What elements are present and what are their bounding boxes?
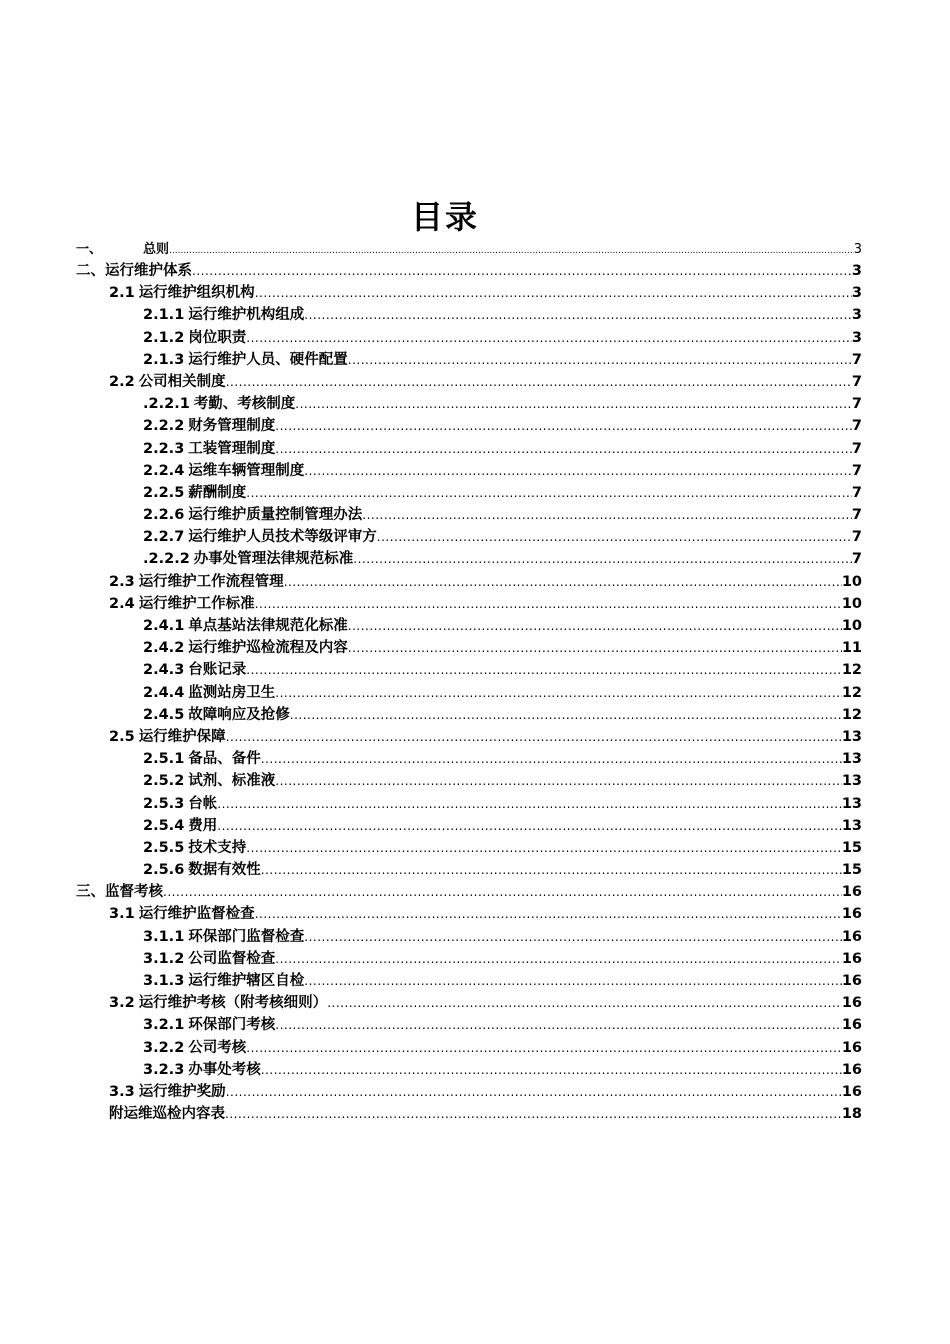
toc-entry-number: 3.1.3: [143, 973, 185, 989]
toc-entry-number: 2.5: [109, 728, 135, 745]
toc-entry-number: 3.3: [109, 1083, 135, 1100]
toc-entry[interactable]: [76, 1103, 862, 1125]
toc-dot-leader: [192, 260, 852, 282]
toc-entry[interactable]: [76, 571, 862, 593]
toc-entry-page-number: 16: [841, 928, 862, 945]
toc-entry[interactable]: [76, 526, 862, 548]
toc-entry-page-number: 16: [841, 973, 862, 989]
toc-entry-page-number: 7: [851, 462, 862, 479]
toc-entry[interactable]: [76, 482, 862, 504]
toc-entry-number: 3.2.3: [143, 1061, 185, 1078]
toc-entry[interactable]: [76, 881, 862, 903]
toc-entry[interactable]: [76, 970, 862, 992]
toc-entry-number: 2.4.2: [143, 640, 185, 657]
toc-entry-title: 附运维巡检内容表: [109, 1106, 225, 1123]
toc-entry-page-number: 10: [841, 618, 862, 634]
toc-entry-page-number: 15: [841, 862, 862, 879]
toc-dot-leader: [217, 793, 842, 815]
toc-dot-leader: [246, 482, 852, 504]
toc-entry-page-number: 7: [851, 373, 862, 390]
toc-entry-page-number: 7: [851, 396, 862, 413]
toc-entry-page-number: 7: [851, 484, 862, 501]
toc-entry[interactable]: [76, 282, 862, 304]
toc-entry-number: 2.4.4: [143, 684, 185, 701]
toc-entry-page-number: 16: [841, 995, 862, 1012]
toc-dot-leader: [290, 704, 842, 726]
toc-entry-page-number: 7: [851, 440, 862, 457]
toc-entry-title: 工装管理制度: [188, 440, 276, 457]
toc-dot-leader: [284, 571, 842, 593]
toc-entry-page-number: 13: [841, 795, 862, 812]
toc-entry[interactable]: [76, 260, 862, 282]
toc-entry[interactable]: [76, 349, 862, 371]
toc-entry-title: 总则: [143, 242, 170, 257]
toc-entry-number: 3.2.1: [143, 1017, 185, 1034]
toc-entry-title: 监测站房卫生: [188, 684, 276, 701]
toc-entry-page-number: 15: [841, 839, 862, 856]
toc-entry-number: 2.5.1: [143, 751, 185, 768]
toc-entry-number: 2.2.7: [143, 529, 185, 546]
toc-entry[interactable]: [76, 659, 862, 681]
toc-entry-number: 2.2.3: [143, 440, 185, 457]
toc-entry-title: 运行维护组织机构: [138, 285, 255, 302]
toc-entry-title: 试剂、标准液: [188, 773, 276, 790]
toc-dot-leader: [225, 1103, 842, 1125]
toc-entry-page-number: 10: [841, 573, 862, 590]
toc-entry-number: 2.5.2: [143, 773, 185, 790]
toc-dot-leader: [246, 659, 842, 681]
toc-dot-leader: [226, 726, 842, 748]
toc-dot-leader: [246, 837, 842, 859]
toc-dot-leader: [261, 748, 842, 770]
toc-dot-leader: [246, 327, 852, 349]
toc-entry-number: .2.2.1: [143, 396, 190, 413]
toc-entry[interactable]: [76, 504, 862, 526]
toc-entry-title: 运行维护工作标准: [138, 595, 255, 612]
toc-entry-number: 2.5.6: [143, 862, 185, 879]
toc-entry[interactable]: [76, 393, 862, 415]
toc-dot-leader: [255, 593, 842, 615]
toc-entry-title: 监督考核: [105, 884, 163, 901]
toc-entry[interactable]: [76, 992, 862, 1014]
toc-dot-leader: [362, 504, 852, 526]
toc-entry-number: 2.1.2: [143, 329, 185, 346]
toc-entry-number: 2.2.6: [143, 507, 185, 524]
toc-entry-page-number: 16: [841, 1017, 862, 1034]
toc-entry-number: 一、: [76, 242, 103, 257]
toc-entry-title: 台账记录: [188, 662, 247, 679]
toc-entry-number: 2.1.3: [143, 351, 185, 368]
toc-dot-leader: [275, 948, 842, 970]
toc-dot-leader: [255, 903, 842, 925]
toc-entry-title: 运行维护体系: [105, 263, 192, 279]
toc-entry-title: 运行维护监督检查: [138, 906, 255, 923]
toc-entry-number: 二、: [76, 263, 105, 279]
toc-entry-number: 2.1: [109, 285, 135, 302]
toc-entry[interactable]: [76, 859, 862, 881]
toc-dot-leader: [275, 415, 852, 437]
toc-entry[interactable]: [76, 837, 862, 859]
toc-entry-page-number: 7: [851, 507, 862, 524]
toc-dot-leader: [327, 992, 842, 1014]
toc-entry-number: 2.5.5: [143, 839, 185, 856]
toc-entry-title: 办事处考核: [188, 1061, 261, 1078]
toc-entry-title: 运行维护机构组成: [188, 307, 305, 324]
toc-entry[interactable]: [76, 815, 862, 837]
toc-entry-title: 薪酬制度: [188, 484, 247, 501]
toc-entry-page-number: 11: [841, 640, 862, 657]
toc-entry-title: 运行维护保障: [138, 728, 226, 745]
toc-dot-leader: [169, 241, 854, 260]
toc-entry-title: 运行维护巡检流程及内容: [188, 640, 348, 657]
toc-dot-leader: [275, 682, 842, 704]
toc-entry-title: 办事处管理法律规范标准: [193, 551, 354, 568]
toc-entry-number: 2.3: [109, 573, 135, 590]
toc-entry-page-number: 3: [853, 242, 862, 257]
toc-entry-page-number: 13: [841, 773, 862, 790]
toc-entry-page-number: 12: [841, 706, 862, 723]
toc-entry-page-number: 12: [841, 684, 862, 701]
toc-entry-title: 费用: [188, 817, 218, 834]
toc-entry-page-number: 10: [841, 595, 862, 612]
toc-entry-page-number: 16: [841, 1039, 862, 1056]
toc-entry-number: 2.2.5: [143, 484, 185, 501]
toc-entry-page-number: 7: [851, 351, 862, 368]
toc-entry[interactable]: [76, 682, 862, 704]
toc-dot-leader: [261, 1059, 842, 1081]
toc-entry-page-number: 13: [841, 751, 862, 768]
toc-entry[interactable]: [76, 704, 862, 726]
toc-entry-title: 备品、备件: [188, 751, 261, 768]
toc-entry[interactable]: [76, 793, 862, 815]
toc-entry[interactable]: [76, 1014, 862, 1036]
toc-entry-number: 2.2.2: [143, 418, 185, 435]
toc-entry-title: 运维车辆管理制度: [188, 462, 305, 479]
toc-dot-leader: [348, 615, 842, 637]
toc-entry[interactable]: [76, 637, 862, 659]
toc-dot-leader: [163, 881, 842, 903]
toc-entry-title: 故障响应及抢修: [188, 706, 290, 723]
toc-entry[interactable]: [76, 593, 862, 615]
toc-entry-page-number: 13: [841, 728, 862, 745]
toc-dot-leader: [261, 859, 842, 881]
toc-entry[interactable]: [76, 304, 862, 326]
toc-entry-title: 运行维护奖励: [138, 1083, 226, 1100]
toc-entry-page-number: 7: [851, 529, 862, 546]
toc-dot-leader: [348, 637, 842, 659]
toc-entry-number: 2.4.1: [143, 618, 185, 634]
toc-entry-title: 运行维护人员、硬件配置: [188, 351, 348, 368]
toc-dot-leader: [275, 1014, 842, 1036]
toc-entry-number: 3.2.2: [143, 1039, 185, 1056]
toc-entry-page-number: 3: [851, 285, 862, 302]
toc-dot-leader: [255, 282, 852, 304]
toc-entry-title: 考勤、考核制度: [193, 396, 296, 413]
toc-dot-leader: [304, 926, 842, 948]
toc-entry-title: 运行维护工作流程管理: [138, 573, 284, 590]
toc-dot-leader: [246, 1037, 842, 1059]
page-title: 目录: [410, 198, 479, 236]
toc-dot-leader: [304, 304, 852, 326]
table-of-contents: [76, 240, 862, 1125]
toc-entry-page-number: 3: [851, 307, 862, 324]
toc-entry-title: 公司相关制度: [138, 373, 226, 390]
toc-entry-number: 3.1.1: [143, 928, 185, 945]
toc-entry[interactable]: [76, 615, 862, 637]
toc-dot-leader: [217, 815, 842, 837]
toc-entry-title: 运行维护人员技术等级评审方: [188, 529, 377, 546]
toc-dot-leader: [304, 970, 842, 992]
toc-entry-title: 运行维护质量控制管理办法: [188, 507, 363, 524]
toc-entry-number: 三、: [76, 884, 105, 901]
toc-entry-number: 2.4.5: [143, 706, 185, 723]
toc-entry-page-number: 3: [851, 263, 862, 279]
toc-entry[interactable]: [76, 748, 862, 770]
toc-entry-title: 公司监督检查: [188, 950, 276, 967]
toc-entry-page-number: 16: [841, 1083, 862, 1100]
toc-entry-number: 3.2: [109, 995, 135, 1012]
toc-entry-page-number: 16: [841, 950, 862, 967]
toc-dot-leader: [275, 770, 842, 792]
toc-entry[interactable]: [76, 1037, 862, 1059]
toc-dot-leader: [226, 1081, 842, 1103]
toc-entry-title: 台帐: [188, 795, 218, 812]
toc-entry-title: 环保部门监督检查: [188, 928, 305, 945]
toc-entry[interactable]: [76, 903, 862, 925]
toc-entry-page-number: 13: [841, 817, 862, 834]
toc-entry[interactable]: [76, 548, 862, 570]
toc-entry-number: 2.2: [109, 373, 135, 390]
toc-entry-number: 3.1: [109, 906, 135, 923]
toc-entry[interactable]: [76, 1059, 862, 1081]
toc-entry[interactable]: [76, 438, 862, 460]
toc-entry-number: .2.2.2: [143, 551, 190, 568]
toc-dot-leader: [304, 460, 852, 482]
toc-entry-page-number: 7: [851, 551, 862, 568]
toc-entry-page-number: 12: [841, 662, 862, 679]
toc-entry[interactable]: [76, 926, 862, 948]
toc-dot-leader: [295, 393, 852, 415]
toc-dot-leader: [348, 349, 852, 371]
toc-entry[interactable]: [76, 1081, 862, 1103]
toc-entry-number: 2.4.3: [143, 662, 185, 679]
toc-entry-title: 技术支持: [188, 839, 247, 856]
toc-entry-number: 2.4: [109, 595, 135, 612]
toc-entry-page-number: 7: [851, 418, 862, 435]
toc-entry-title: 公司考核: [188, 1039, 247, 1056]
toc-entry[interactable]: [76, 371, 862, 393]
toc-entry-page-number: 18: [841, 1106, 862, 1123]
toc-entry[interactable]: [76, 726, 862, 748]
toc-entry[interactable]: [76, 240, 862, 260]
toc-entry-title: 数据有效性: [188, 862, 261, 879]
toc-entry-page-number: 16: [841, 1061, 862, 1078]
toc-entry-title: 运行维护辖区自检: [188, 973, 305, 989]
toc-entry-number: 3.1.2: [143, 950, 185, 967]
toc-entry-number: 2.5.3: [143, 795, 185, 812]
toc-entry[interactable]: [76, 415, 862, 437]
toc-entry-page-number: 16: [841, 884, 862, 901]
toc-entry-page-number: 16: [841, 906, 862, 923]
toc-dot-leader: [275, 438, 852, 460]
toc-entry-number: 2.5.4: [143, 817, 185, 834]
toc-dot-leader: [377, 526, 852, 548]
toc-entry[interactable]: [76, 460, 862, 482]
toc-entry-page-number: 3: [851, 329, 862, 346]
toc-dot-leader: [226, 371, 852, 393]
toc-dot-leader: [353, 548, 852, 570]
toc-entry-title: 单点基站法律规范化标准: [188, 618, 348, 634]
toc-entry[interactable]: [76, 948, 862, 970]
toc-entry[interactable]: [76, 327, 862, 349]
toc-entry-title: 财务管理制度: [188, 418, 276, 435]
toc-entry-number: 2.2.4: [143, 462, 185, 479]
toc-entry[interactable]: [76, 770, 862, 792]
toc-entry-number: 2.1.1: [143, 307, 185, 324]
toc-entry-title: 环保部门考核: [188, 1017, 276, 1034]
toc-entry-title: 岗位职责: [188, 329, 247, 346]
toc-entry-title: 运行维护考核（附考核细则）: [138, 995, 328, 1012]
